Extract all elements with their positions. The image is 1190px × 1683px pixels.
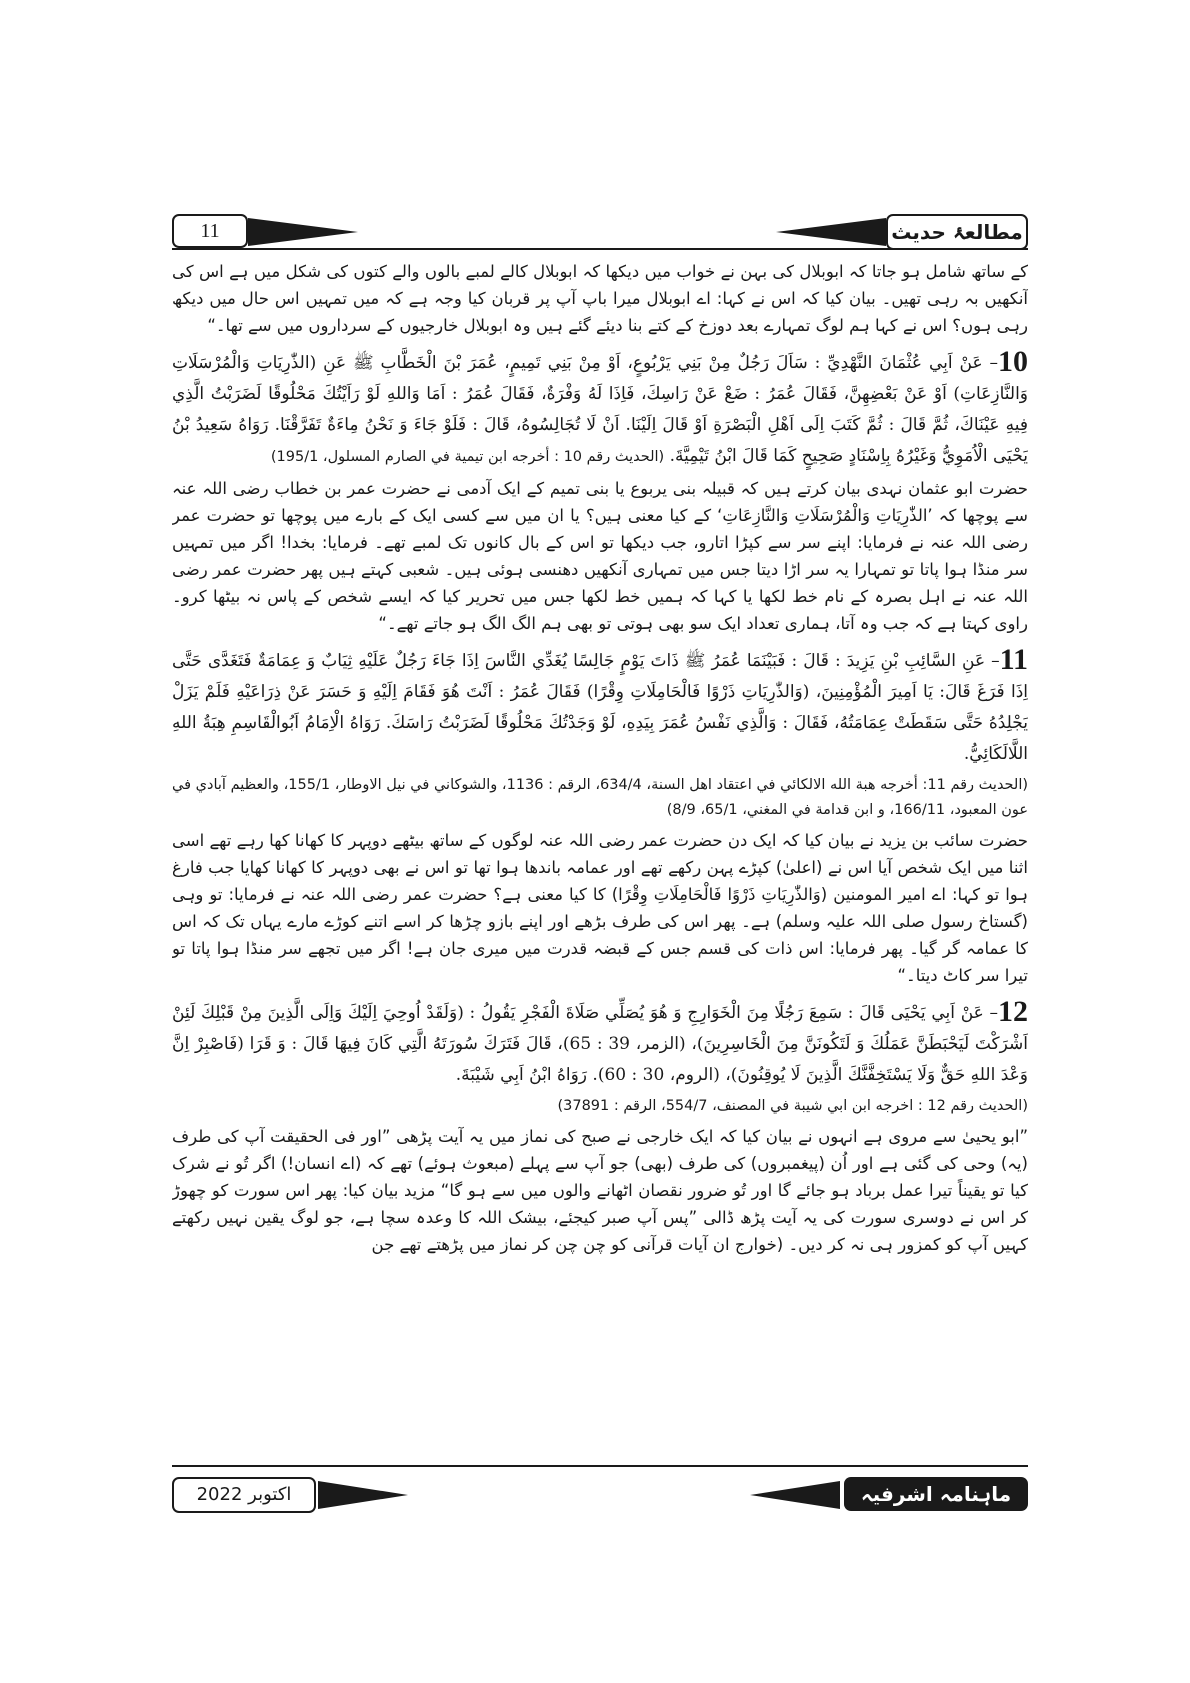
hadith-11-translation: حضرت سائب بن یزید نے بیان کیا کہ ایک دن حضرت عمر رضی اللہ عنہ لوگوں کے ساتھ بیٹھے دوپہر کا کھانا کھا رہے تھے اسی اثنا میں ایک شخص آیا اس نے (اعلیٰ) کپڑے پہن رکھے تھے اور عمامہ باندھا ہوا تھا تو اس نے بھی دوپہر کا کھانا کھایا جب فارغ ہوا تو کہا: اے امیر المومنین (وَالذّٰرِيَاتِ ذَرْوًا فَالْحَامِلَاتِ وِقْرًا) کا کیا معنی ہے؟ حضرت عمر رضی اللہ عنہ نے فرمایا: تو وہی (گستاخ رسول صلی اللہ علیہ وسلم) ہے۔ پھر اس کی طرف بڑھے اور اپنے بازو چڑھا کر اسے اتنے کوڑے مارے یہاں تک کہ اس کا عمامہ گر گیا۔ پھر فرمایا: اس ذات کی قسم جس کے قبضہ قدرت میں میری جان ہے! اگر میں تجھے سر منڈا ہوا پاتا تو تیرا سر کاٹ دیتا۔“ [172,831,1028,985]
page-number: 11 [172,214,248,248]
header-wedge-right [776,218,886,246]
hadith-10-translation: حضرت ابو عثمان نہدی بیان کرتے ہیں کہ قبیلہ بنی یربوع یا بنی تمیم کے ایک آدمی نے حضرت عمر بن خطاب رضی اللہ عنہ سے پوچھا کہ ’الذّٰرِيَاتِ وَالْمُرْسَلَاتِ وَالنَّازِعَاتِ‘ کے کیا معنی ہیں؟ یا ان میں سے کسی ایک کے بارے میں پوچھا تو حضرت عمر رضی اللہ عنہ نے فرمایا: اپنے سر سے کپڑا اتارو، جب دیکھا تو اس کے بال کانوں تک لمبے تھے۔ فرمایا: بخدا! اگر میں تمہیں سر منڈا ہوا پاتا تو تمہارا یہ سر اڑا دیتا جس میں تمہاری آنکھیں دھنسی ہوئی ہیں۔ شعبی کہتے ہیں پھر حضرت عمر رضی اللہ عنہ نے اہل بصرہ کے نام خط لکھا یا کہا کہ ہمیں خط لکھا جس میں تحریر کیا کہ ایسے شخص کے پاس نہ بیٹھا کرو۔ راوی کہتا ہے کہ جب وہ آتا، ہماری تعداد ایک سو بھی ہوتی تو بھی ہم الگ الگ ہو جاتے تھے۔“ [172,479,1028,633]
header-wedge-left [248,218,358,246]
hadith-text: – عَنْ اَبِي عُثْمَانَ النَّهْدِيِّ : سَاَلَ رَجُلٌ مِنْ بَنِي يَرْبُوعٍ، اَوْ مِنْ بَنِي تَمِيمٍ، عُمَرَ بْنَ الْخَطَّابِ ﷺ عَنِ (الذّٰرِيَاتِ وَالْمُرْسَلَاتِ وَالنَّازِعَاتِ) اَوْ عَنْ بَعْضِهِنَّ، فَقَالَ عُمَرُ : ضَعْ عَنْ رَاسِكَ، فَاِذَا لَهُ وَفْرَةٌ، فَقَالَ عُمَرُ : اَمَا وَاللهِ لَوْ رَاَيْتُكَ مَحْلُوقًا لَضَرَبْتُ الَّذِي فِيهِ عَيْنَاكَ، ثُمَّ قَالَ : ثُمَّ كَتَبَ اِلَى اَهْلِ الْبَصْرَةِ اَوْ قَالَ اِلَيْنَا. اَنْ لَا تُجَالِسُوهُ، قَالَ : فَلَوْ جَاءَ وَ نَحْنُ مِاءَةٌ تَفَرَّقْنَا. رَوَاهُ سَعِيدُ بْنُ يَحْيَى الْاُمَوِيُّ وَغَيْرُهُ بِاِسْنَادٍ صَحِيحٍ كَمَا قَالَ ابْنُ تَيْمِيَّةَ. [172,353,1028,466]
paragraph-intro: کے ساتھ شامل ہو جاتا کہ ابوبلال کی بہن نے خواب میں دیکھا کہ ابوبلال کالے لمبے بالوں والے کتوں کی شکل میں ہے اس کی آنکھیں بہ رہی تھیں۔ بیان کیا کہ اس نے کہا: اے ابوبلال میرا باپ آپ پر قربان کیا وجہ ہے کہ میں تمہیں اس حال میں دیکھ رہی ہوں؟ اس نے کہا ہم لوگ تمہارے بعد دوزخ کے کتے بنا دیئے گئے ہیں وہ ابوبلال خارجیوں کے سرداروں میں سے تھا۔“ [172,262,1028,335]
footer-wedge-left [318,1481,408,1509]
footer-wedge-right [750,1481,840,1509]
header-divider [172,248,1028,250]
magazine-name: ماہنامہ اشرفیہ [844,1477,1028,1511]
hadith-number: 11 [999,643,1028,676]
page-header [172,214,1028,248]
hadith-10-arabic [172,345,1028,472]
page-content [172,258,1028,1418]
issue-date: اکتوبر 2022 [172,1477,316,1513]
hadith-reference: (الحديث رقم 10 : أخرجه ابن تيمية في الصارم المسلول، 195/1) [270,449,665,465]
hadith-number: 10 [998,345,1028,378]
hadith-11-reference: (الحديث رقم 11: أخرجه هبة الله الالكائي في اعتقاد اهل السنة، 634/4، الرقم : 1136، والشوكاني في نيل الاوطار، 155/1، والعظيم آبادي في عون المعبود، 166/11، و ابن قدامة في المغني، 65/1، 8/9) [172,777,1028,818]
hadith-12-reference: (الحديث رقم 12 : اخرجه ابن ابي شيبة في المصنف، 554/7، الرقم : 37891) [557,1098,1028,1114]
footer-divider [172,1465,1028,1467]
hadith-number: 12 [998,995,1028,1028]
hadith-11-arabic [172,643,1028,770]
hadith-text: – عَنِ السَّائِبِ بْنِ يَزِيدَ : قَالَ : فَبَيْنَمَا عُمَرُ ﷺ ذَاتَ يَوْمٍ جَالِسًا يُغَدِّي النَّاسَ اِذَا جَاءَ رَجُلٌ عَلَيْهِ ثِيَابٌ وَ عِمَامَةٌ فَتَغَدَّى حَتَّى اِذَا فَرَغَ قَالَ: يَا اَمِيرَ الْمُؤْمِنِينَ، (وَالذّٰرِيَاتِ ذَرْوًا فَالْحَامِلَاتِ وِقْرًا) فَقَالَ عُمَرُ : اَنْتَ هُوَ فَقَامَ اِلَيْهِ وَ حَسَرَ عَنْ ذِرَاعَيْهِ فَلَمْ يَزَلْ يَجْلِدُهُ حَتَّى سَقَطَتْ عِمَامَتُهُ، فَقَالَ : وَالَّذِي نَفْسُ عُمَرَ بِيَدِهِ، لَوْ وَجَدْتُكَ مَحْلُوقًا لَضَرَبْتُ رَاسَكَ. رَوَاهُ الْاِمَامُ اَبُوالْقَاسِمِ هِبَةُ اللهِ اللَّالَكَائِيُّ. [172,651,1028,764]
page-footer [172,1465,1028,1515]
hadith-12-arabic [172,995,1028,1091]
hadith-12-translation: ”ابو یحییٰ سے مروی ہے انہوں نے بیان کیا کہ ایک خارجی نے صبح کی نماز میں یہ آیت پڑھی ”اور فی الحقیقت آپ کی طرف (یہ) وحی کی گئی ہے اور اُن (پیغمبروں) کی طرف (بھی) جو آپ سے پہلے (مبعوث ہوئے) تھے کہ (اے انسان!) اگر تُو نے شرک کیا تو یقیناً تیرا عمل برباد ہو جائے گا اور تُو ضرور نقصان اٹھانے والوں میں سے ہو گا“ مزید بیان کیا: پھر اس سورت کو چھوڑ کر اس نے دوسری سورت کی یہ آیت پڑھ ڈالی ”پس آپ صبر کیجئے، بیشک اللہ کا وعدہ سچا ہے، جو لوگ یقین نہیں رکھتے کہیں آپ کو کمزور ہی نہ کر دیں۔ (خوارج ان آیات قرآنی کو چن چن کر نماز میں پڑھتے تھے جن [172,1127,1028,1254]
hadith-text: – عَنْ اَبِي يَحْيَى قَالَ : سَمِعَ رَجُلًا مِنَ الْخَوَارِجِ وَ هُوَ يُصَلِّي صَلَاةَ الْفَجْرِ يَقُولُ : (وَلَقَدْ اُوحِيَ اِلَيْكَ وَاِلَى الَّذِينَ مِنْ قَبْلِكَ لَئِنْ اَشْرَكْتَ لَيَحْبَطَنَّ عَمَلُكَ وَ لَتَكُونَنَّ مِنَ الْخَاسِرِينَ)، (الزمر، 39 : 65)، قَالَ فَتَرَكَ سُورَتَهُ الَّتِي كَانَ فِيهَا قَالَ : وَ قَرَا (فَاصْبِرْ اِنَّ وَعْدَ اللهِ حَقٌّ وَلَا يَسْتَخِفَّنَّكَ الَّذِينَ لَا يُوقِنُونَ)، (الروم، 30 : 60). رَوَاهُ ابْنُ اَبِي شَيْبَةَ. [172,1003,1028,1085]
section-title: مطالعۂ حدیث [886,214,1028,250]
